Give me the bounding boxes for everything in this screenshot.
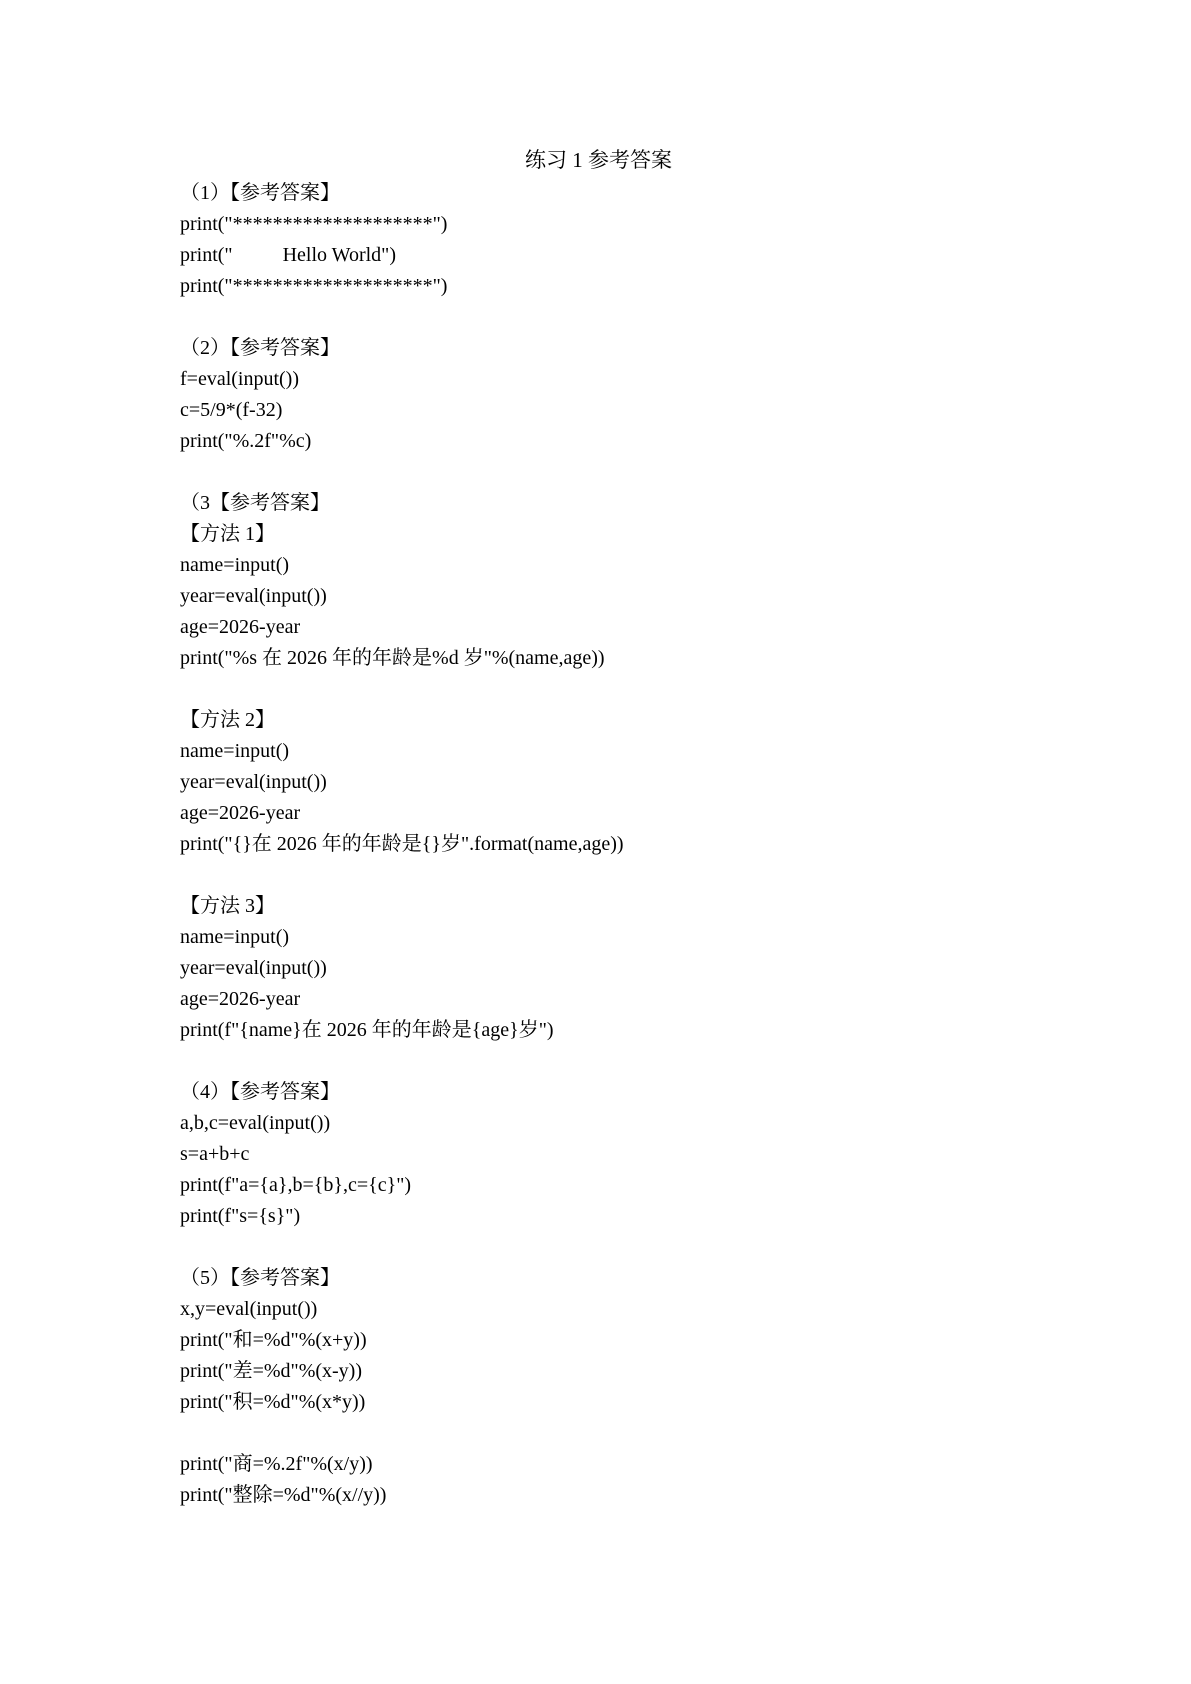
blank-line <box>180 302 1080 333</box>
code-line: print("********************") <box>180 275 448 297</box>
code-line: age=2026-year <box>180 988 301 1010</box>
blank-line <box>180 1232 1080 1263</box>
section-heading: 【方法 1】 <box>180 523 275 545</box>
blank-line <box>180 1418 1080 1449</box>
section-heading: （2）【参考答案】 <box>180 337 340 359</box>
code-line: name=input() <box>180 926 290 948</box>
code-line: print(" Hello World") <box>180 244 396 266</box>
section-heading: （5）【参考答案】 <box>180 1267 340 1289</box>
answer-body <box>180 178 1080 1511</box>
code-line: print("商=%.2f"%(x/y)) <box>180 1453 373 1475</box>
section-heading: （4）【参考答案】 <box>180 1081 340 1103</box>
code-line: print("{}在 2026 年的年龄是{}岁".format(name,age)) <box>180 833 624 855</box>
blank-line <box>180 860 1080 891</box>
code-line: age=2026-year <box>180 616 301 638</box>
blank-line <box>180 457 1080 488</box>
code-line: print(f"s={s}") <box>180 1205 301 1227</box>
section-heading: （1）【参考答案】 <box>180 182 340 204</box>
code-line: print("差=%d"%(x-y)) <box>180 1360 363 1382</box>
code-line: x,y=eval(input()) <box>180 1298 318 1320</box>
blank-line <box>180 1046 1080 1077</box>
code-line: age=2026-year <box>180 802 301 824</box>
code-line: print("整除=%d"%(x//y)) <box>180 1484 387 1506</box>
code-line: name=input() <box>180 740 290 762</box>
code-line: print("%.2f"%c) <box>180 430 312 452</box>
code-line: name=input() <box>180 554 290 576</box>
code-line: year=eval(input()) <box>180 585 327 607</box>
code-line: print("和=%d"%(x+y)) <box>180 1329 367 1351</box>
code-line: print("积=%d"%(x*y)) <box>180 1391 366 1413</box>
page-title: 练习 1 参考答案 <box>525 148 672 172</box>
code-line: f=eval(input()) <box>180 368 300 390</box>
section-heading: 【方法 3】 <box>180 895 275 917</box>
section-heading: 【方法 2】 <box>180 709 275 731</box>
code-line: c=5/9*(f-32) <box>180 399 283 421</box>
blank-line <box>180 674 1080 705</box>
code-line: print(f"a={a},b={b},c={c}") <box>180 1174 412 1196</box>
code-line: year=eval(input()) <box>180 957 327 979</box>
code-line: year=eval(input()) <box>180 771 327 793</box>
code-line: a,b,c=eval(input()) <box>180 1112 331 1134</box>
section-heading: （3【参考答案】 <box>180 492 330 514</box>
code-line: print("********************") <box>180 213 448 235</box>
code-line: s=a+b+c <box>180 1143 250 1165</box>
code-line: print("%s 在 2026 年的年龄是%d 岁"%(name,age)) <box>180 647 605 669</box>
code-line: print(f"{name}在 2026 年的年龄是{age}岁") <box>180 1019 554 1041</box>
